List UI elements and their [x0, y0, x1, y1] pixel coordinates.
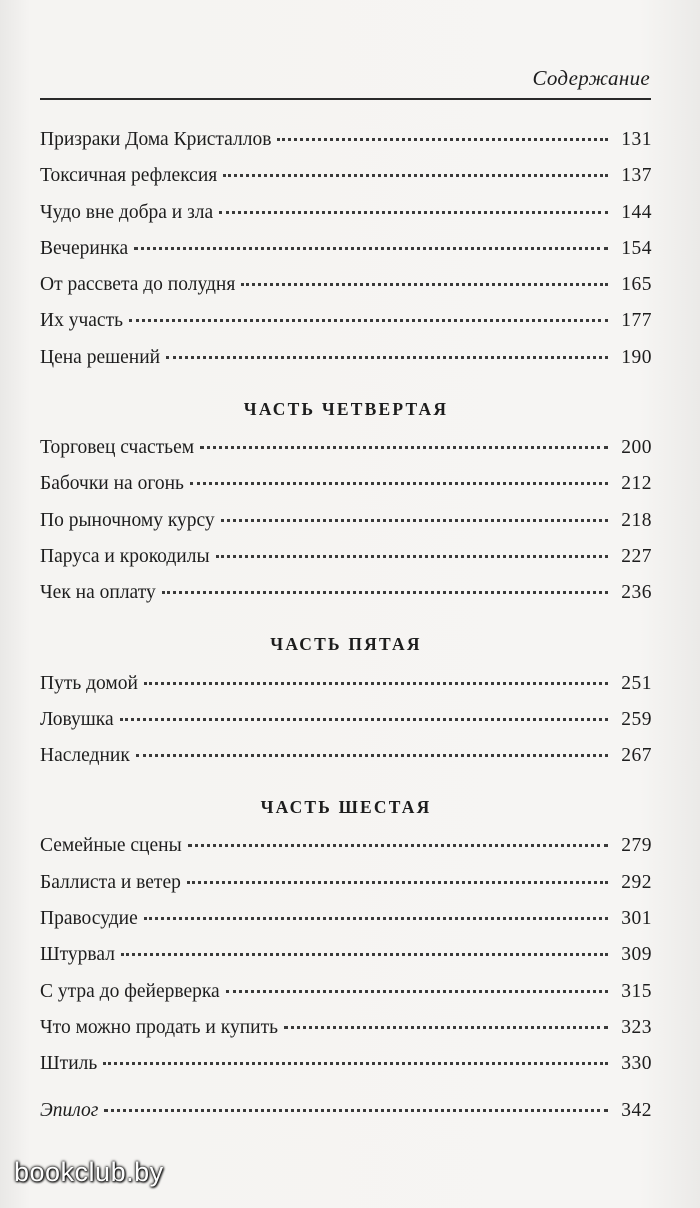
toc-entry-page: 218 [621, 509, 652, 531]
dot-leader [277, 137, 608, 141]
toc-entry-epilogue [40, 1100, 652, 1136]
dot-leader [226, 989, 608, 993]
toc-entry-page: 267 [621, 745, 652, 767]
toc-entry-title: По рыночному курсу [40, 509, 215, 531]
toc-entry-title: С утра до фейерверка [40, 980, 220, 1002]
toc-entry [40, 673, 652, 709]
dot-leader [188, 843, 608, 847]
toc-entry [40, 202, 652, 238]
dot-leader [216, 554, 608, 558]
toc-entry-title: Штурвал [40, 944, 115, 966]
toc-entry-title: Паруса и крокодилы [40, 545, 210, 567]
toc-entry-page: 279 [621, 835, 652, 857]
toc-entry [40, 944, 652, 980]
toc-group-part3-continued [40, 129, 652, 383]
watermark-text: bookclub.by [14, 1157, 164, 1187]
toc-entry-title: От рассвета до полудня [40, 274, 236, 296]
dot-leader [144, 681, 608, 685]
toc-entry [40, 1053, 652, 1089]
toc-entry [40, 582, 652, 618]
toc-entry [40, 310, 652, 346]
toc-entry-title: Эпилог [40, 1099, 99, 1121]
toc-entry-page: 177 [621, 310, 652, 332]
dot-leader [144, 916, 608, 920]
toc-entry-page: 251 [621, 672, 652, 694]
toc-entry-title: Призраки Дома Кристаллов [40, 129, 272, 150]
toc-entry [40, 872, 652, 908]
toc-entry-title: Штиль [40, 1053, 98, 1075]
toc-entry-page: 315 [621, 980, 652, 1002]
toc-entry [40, 835, 652, 871]
toc-group-part6 [40, 835, 652, 1089]
toc-entry [40, 745, 652, 781]
toc-entry-title: Семейные сцены [40, 835, 182, 857]
toc-entry [40, 510, 652, 546]
toc-entry-page: 323 [621, 1016, 652, 1038]
dot-leader [284, 1025, 608, 1029]
toc-entry-page: 292 [621, 871, 652, 893]
toc-entry-title: Баллиста и ветер [40, 871, 181, 893]
part-heading-4: ЧАСТЬ ЧЕТВЕРТАЯ [243, 398, 449, 419]
toc-group-part5 [40, 673, 652, 782]
dot-leader [219, 210, 608, 214]
toc-entry [40, 165, 652, 201]
toc-entry-page: 154 [621, 237, 652, 259]
toc-entry-title: Цена решений [40, 346, 161, 368]
toc-entry [40, 908, 652, 944]
toc-entry-title: Путь домой [40, 672, 138, 694]
toc-entry-page: 131 [621, 129, 652, 150]
toc-entry [40, 546, 652, 582]
dot-leader [104, 1108, 608, 1112]
dot-leader [120, 717, 608, 721]
dot-leader [136, 753, 608, 757]
toc-entry-page: 144 [621, 201, 652, 223]
dot-leader [241, 282, 608, 286]
toc-entry-title: Наследник [40, 745, 130, 767]
toc-entry-title: Что можно продать и купить [40, 1016, 278, 1038]
table-of-contents [40, 129, 652, 1136]
toc-entry-title: Токсичная рефлексия [40, 165, 218, 187]
toc-entry [40, 238, 652, 274]
toc-entry-title: Ловушка [40, 708, 114, 730]
toc-entry-page: 137 [621, 165, 652, 187]
part-heading-5: ЧАСТЬ ПЯТАЯ [270, 634, 422, 655]
toc-entry-title: Их участь [40, 310, 123, 332]
toc-entry-page: 212 [621, 473, 652, 495]
toc-entry-page: 301 [621, 908, 652, 930]
epilogue-gap [40, 1090, 652, 1100]
toc-group-part4 [40, 437, 652, 618]
toc-entry-page: 259 [621, 708, 652, 730]
dot-leader [134, 246, 608, 250]
dot-leader [166, 355, 608, 359]
toc-entry-page: 330 [621, 1053, 652, 1075]
toc-entry-title: Чек на оплату [40, 582, 156, 604]
toc-entry-page: 227 [621, 545, 652, 567]
dot-leader [129, 318, 608, 322]
dot-leader [190, 481, 608, 485]
toc-entry-title: Бабочки на огонь [40, 473, 184, 495]
dot-leader [187, 880, 608, 884]
toc-entry-title: Торговец счастьем [40, 437, 195, 459]
dot-leader [200, 445, 608, 449]
part-heading-6: ЧАСТЬ ШЕСТАЯ [260, 796, 432, 817]
dot-leader [221, 518, 608, 522]
dot-leader [103, 1061, 608, 1065]
dot-leader [121, 952, 608, 956]
toc-entry-title: Правосудие [40, 908, 138, 930]
toc-entry [40, 981, 652, 1017]
toc-entry [40, 129, 652, 165]
toc-entry-page: 190 [621, 346, 652, 368]
toc-entry [40, 473, 652, 509]
dot-leader [223, 173, 608, 177]
toc-entry-page: 165 [621, 274, 652, 296]
toc-entry [40, 437, 652, 473]
toc-entry [40, 347, 652, 383]
toc-entry-title: Вечеринка [40, 237, 129, 259]
toc-entry [40, 1017, 652, 1053]
toc-entry-page: 236 [621, 582, 652, 604]
toc-entry-page: 309 [621, 944, 652, 966]
toc-entry-page: 342 [621, 1099, 652, 1121]
dot-leader [162, 590, 608, 594]
toc-entry [40, 709, 652, 745]
header-rule [40, 98, 651, 100]
toc-entry-title: Чудо вне добра и зла [40, 201, 214, 223]
toc-entry-page: 200 [621, 437, 652, 459]
toc-entry [40, 274, 652, 310]
running-title: Содержание [532, 66, 650, 90]
